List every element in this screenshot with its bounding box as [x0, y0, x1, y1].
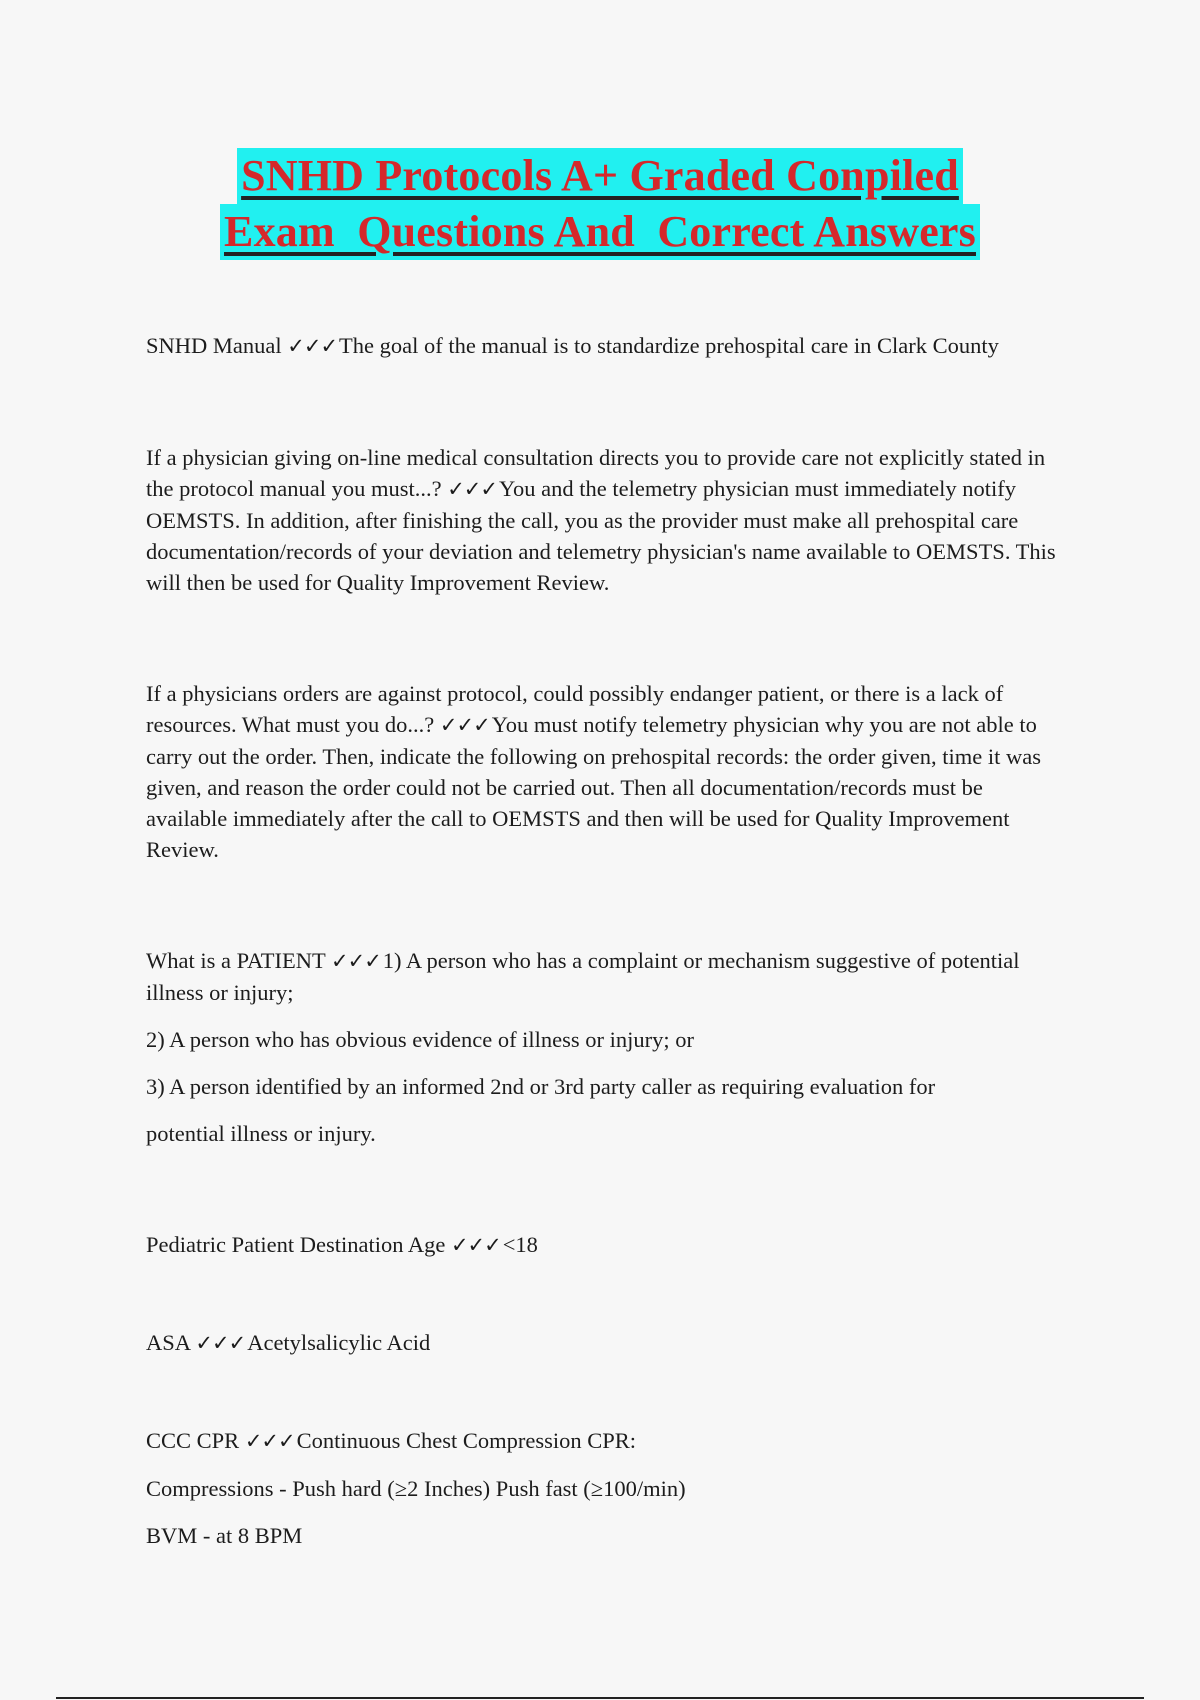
qa-item-ccc-cpr	[146, 1425, 1066, 1551]
title-line-2: Exam Questions And Correct Answers	[220, 204, 980, 260]
question-text: If a physicians orders are against protocol, could possibly endanger patient, or there is a lack of resources. What must you do...?	[146, 681, 1004, 737]
question-text: Pediatric Patient Destination Age	[146, 1232, 451, 1257]
qa-item-snhd-manual	[146, 330, 1066, 362]
answer-text: 1) A person who has a complaint or mechanism suggestive of potential illness or injury;	[146, 948, 1020, 1005]
answer-text: Continuous Chest Compression CPR:	[296, 1428, 637, 1453]
answer-extra-line: 3) A person identified by an informed 2nd or 3rd party caller as requiring evaluation for	[146, 1074, 936, 1099]
qa-item-patient-definition	[146, 945, 1066, 1149]
answer-text: You must notify telemetry physician why you are not able to carry out the order. Then, indicate the following on prehospital records: the order given, time it was given, and reason the order could not be carried out. Then all documentation/records must be available immediately after the call to OEMSTS and then will be used for Quality Improvement Review.	[146, 712, 1041, 862]
question-text: ASA	[146, 1330, 196, 1355]
question-text: If a physician giving on-line medical consultation directs you to provide care not explicitly stated in the protocol manual you must...?	[146, 445, 1046, 501]
check-marks-icon: ✓✓✓	[287, 334, 338, 358]
answer-text: The goal of the manual is to standardize prehospital care in Clark County	[339, 333, 999, 358]
check-marks-icon: ✓✓✓	[447, 477, 497, 501]
answer-text: You and the telemetry physician must immediately notify OEMSTS. In addition, after finishing the call, you as the provider must make all prehospital care documentation/records of your deviation and telemetry physician's name available to OEMSTS. This will then be used for Quality Improvement Review.	[146, 476, 1056, 595]
qa-item-online-consultation	[146, 442, 1066, 598]
question-text: SNHD Manual	[146, 333, 288, 358]
check-marks-icon: ✓✓✓	[244, 1429, 295, 1453]
answer-extra-line: Compressions - Push hard (≥2 Inches) Push fast (≥100/min)	[146, 1476, 686, 1501]
answer-text: Acetylsalicylic Acid	[247, 1330, 431, 1355]
question-text: What is a PATIENT	[146, 948, 331, 973]
answer-extra-line: potential illness or injury.	[146, 1121, 376, 1146]
check-marks-icon: ✓✓✓	[331, 949, 381, 973]
answer-extra-line: 2) A person who has obvious evidence of illness or injury; or	[146, 1027, 695, 1052]
answer-extra-line: BVM - at 8 BPM	[146, 1523, 303, 1548]
qa-item-pediatric-age	[146, 1229, 1066, 1261]
page-bottom-divider	[56, 1697, 1144, 1699]
qa-line	[146, 1425, 1066, 1457]
document-title	[0, 148, 1200, 260]
title-line-1: SNHD Protocols A+ Graded Conpiled	[237, 148, 963, 204]
check-marks-icon: ✓✓✓	[450, 1233, 501, 1257]
qa-item-asa	[146, 1327, 1066, 1359]
check-marks-icon: ✓✓✓	[195, 1331, 246, 1355]
answer-text: <18	[502, 1232, 538, 1257]
question-text: CCC CPR	[146, 1428, 245, 1453]
qa-list	[146, 330, 1066, 1551]
check-marks-icon: ✓✓✓	[439, 713, 490, 737]
qa-item-orders-against-protocol	[146, 678, 1066, 865]
qa-line	[146, 945, 1066, 1008]
